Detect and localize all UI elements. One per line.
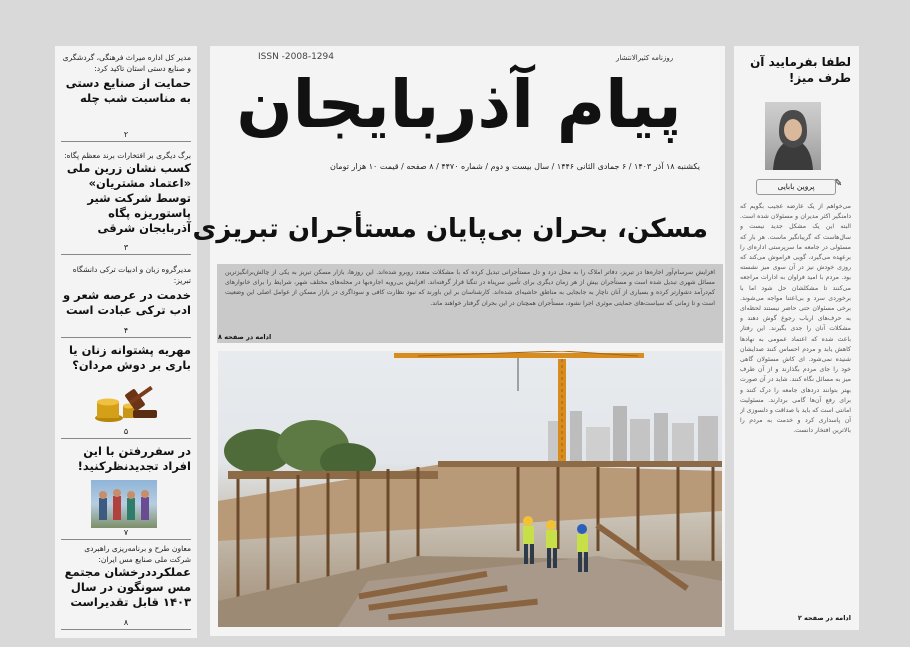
main-headline[interactable]: مسکن، بحران بی‌پایان مستأجران تبریزی — [192, 214, 708, 244]
construction-site-photo — [218, 351, 722, 627]
news-item[interactable] — [55, 444, 197, 474]
news-item[interactable] — [55, 343, 197, 373]
continued-link[interactable]: ادامه در صفحه ۲ — [797, 614, 851, 622]
opinion-title[interactable]: لطفا بفرمایید آن طرف میز! — [750, 55, 851, 85]
left-news-column — [55, 46, 197, 638]
center-column — [192, 46, 725, 636]
news-item[interactable] — [55, 543, 197, 610]
newspaper-masthead: پیام آذربایجان — [236, 66, 682, 143]
news-headline: کسب نشان زرین ملی «اعتماد مشتریان» توسط شرکت شیر پاستوریزه پگاه آذربایجان شرقی — [66, 161, 191, 235]
news-headline: حمایت از صنایع دستی به مناسبت شب چله — [65, 76, 191, 105]
news-kicker: معاون طرح و برنامه‌ریزی راهبردی شرکت ملی صنایع مس ایران: — [84, 544, 191, 564]
news-kicker: برگ دیگری بر افتخارات برند معظم پگاه: — [64, 151, 191, 160]
page-number-marker: ۲ — [61, 130, 191, 142]
news-headline: مهریه پشتوانه زنان یا باری بر دوش مردان؟ — [68, 343, 191, 372]
page-number-marker: ۷ — [61, 528, 191, 540]
right-opinion-column — [734, 46, 859, 630]
news-headline: عملکرددرخشان مجتمع مس سونگون در سال ۱۴۰۳ قابل تقدیراست — [64, 565, 191, 609]
lead-paragraph: افزایش سرسام‌آور اجاره‌ها در تبریز، دفاتر املاک را به محل درد و دل مستأجرانی تبدیل کرده که با مشکلات متعدد روبرو شده‌اند. این روزها، بازار مسکن تبریز به یکی از چالش‌برانگیزترین مسائل شهری تبدیل شده است و مستأجران بیش از هر زمان دیگری برای تأمین سرپناه در تنگنا قرار گرفته‌اند. افزایش بی‌رویه اجاره‌بها در محله‌های مختلف شهر، شرایط را برای خانوارهای کم‌درآمد دشوارتر کرده و بسیاری از آنان ناچار به جابجایی به مناطق حاشیه‌ای شده‌اند. کارشناسان بر این باورند که نبود نظارت کافی و سوداگری در بازار مسکن از عوامل اصلی این وضعیت است و تا زمانی که سیاست‌های حمایتی موثری اجرا نشود، مستأجران همچنان در این بحران گرفتار خواهند ماند. — [225, 269, 715, 307]
news-item[interactable] — [55, 264, 197, 318]
news-headline: خدمت در عرصه شعر و ادب ترکی عبادت است — [63, 288, 191, 317]
author-name: پروین بابایی — [756, 179, 836, 195]
pen-icon: ✎ — [834, 178, 843, 189]
dateline: یکشنبه ۱۸ آذر ۱۴۰۳ / ۶ جمادی الثانی ۱۴۴۶ / سال بیست و دوم / شماره ۴۴۷۰ / ۸ صفحه / قیمت ۱۰ هزار تومان — [329, 162, 700, 171]
news-kicker: مدیرگروه زبان و ادبیات ترکی دانشگاه تبریز: — [72, 265, 191, 285]
news-item[interactable] — [55, 150, 197, 236]
travellers-photo — [91, 480, 157, 528]
continued-link[interactable]: ادامه در صفحه ۸ — [218, 333, 272, 341]
news-item[interactable] — [55, 52, 197, 106]
lead-paragraph-box — [217, 264, 723, 343]
author-photo — [765, 102, 821, 170]
gavel-coins-image — [89, 380, 161, 426]
page-number-marker: ۴ — [61, 326, 191, 338]
opinion-body: می‌خواهم از یک عارضه عجیب بگویم که دامنگیر اکثر مدیران و مسئولان شده است. البته این یک مشکل جدید نیست و سال‌هاست که گریبانگیر ماست. هر بار که مسئولی در جامعه ما سرپرستی اداره‌ای را برعهده می‌گیرد، گویی فراموش می‌کند که روزی خودش نیز در آن سوی میز نشسته بود. مردم با امید فراوان به ادارات مراجعه می‌کنند تا مشکلشان حل شود اما با برخوردی سرد و بی‌اعتنا مواجه می‌شوند. برخی مسئولان حتی حاضر نیستند لحظه‌ای به حرف‌های ارباب رجوع گوش دهند و مشکلات آنان را جدی بگیرند. این رفتار باعث شده که اعتماد عمومی به نهادها کاهش یابد و مردم احساس کنند صدایشان شنیده نمی‌شود. ای کاش مسئولان گاهی خود را جای مردم بگذارند و از آن طرف میز به مسائل نگاه کنند. شاید در آن صورت بهتر بتوانند دردهای جامعه را درک کنند و برای رفع آن‌ها گامی بردارند. مسئولیت امانتی است که باید با صداقت و دلسوزی از آن پاسداری کرد و خدمت به مردم را بالاترین افتخار دانست. — [740, 203, 851, 435]
publisher-label: روزنامه کثیرالانتشار — [616, 54, 674, 62]
news-headline: در سفررفتن با این افراد تجدیدنظرکنید! — [77, 444, 191, 473]
page-number-marker: ۳ — [61, 243, 191, 255]
issn-number: ISSN -2008-1294 — [258, 52, 334, 62]
page-number-marker: ۸ — [61, 618, 191, 630]
page-number-marker: ۵ — [61, 427, 191, 439]
news-kicker: مدیر کل اداره میراث فرهنگی، گردشگری و صنایع دستی استان تاکید کرد: — [62, 53, 191, 73]
